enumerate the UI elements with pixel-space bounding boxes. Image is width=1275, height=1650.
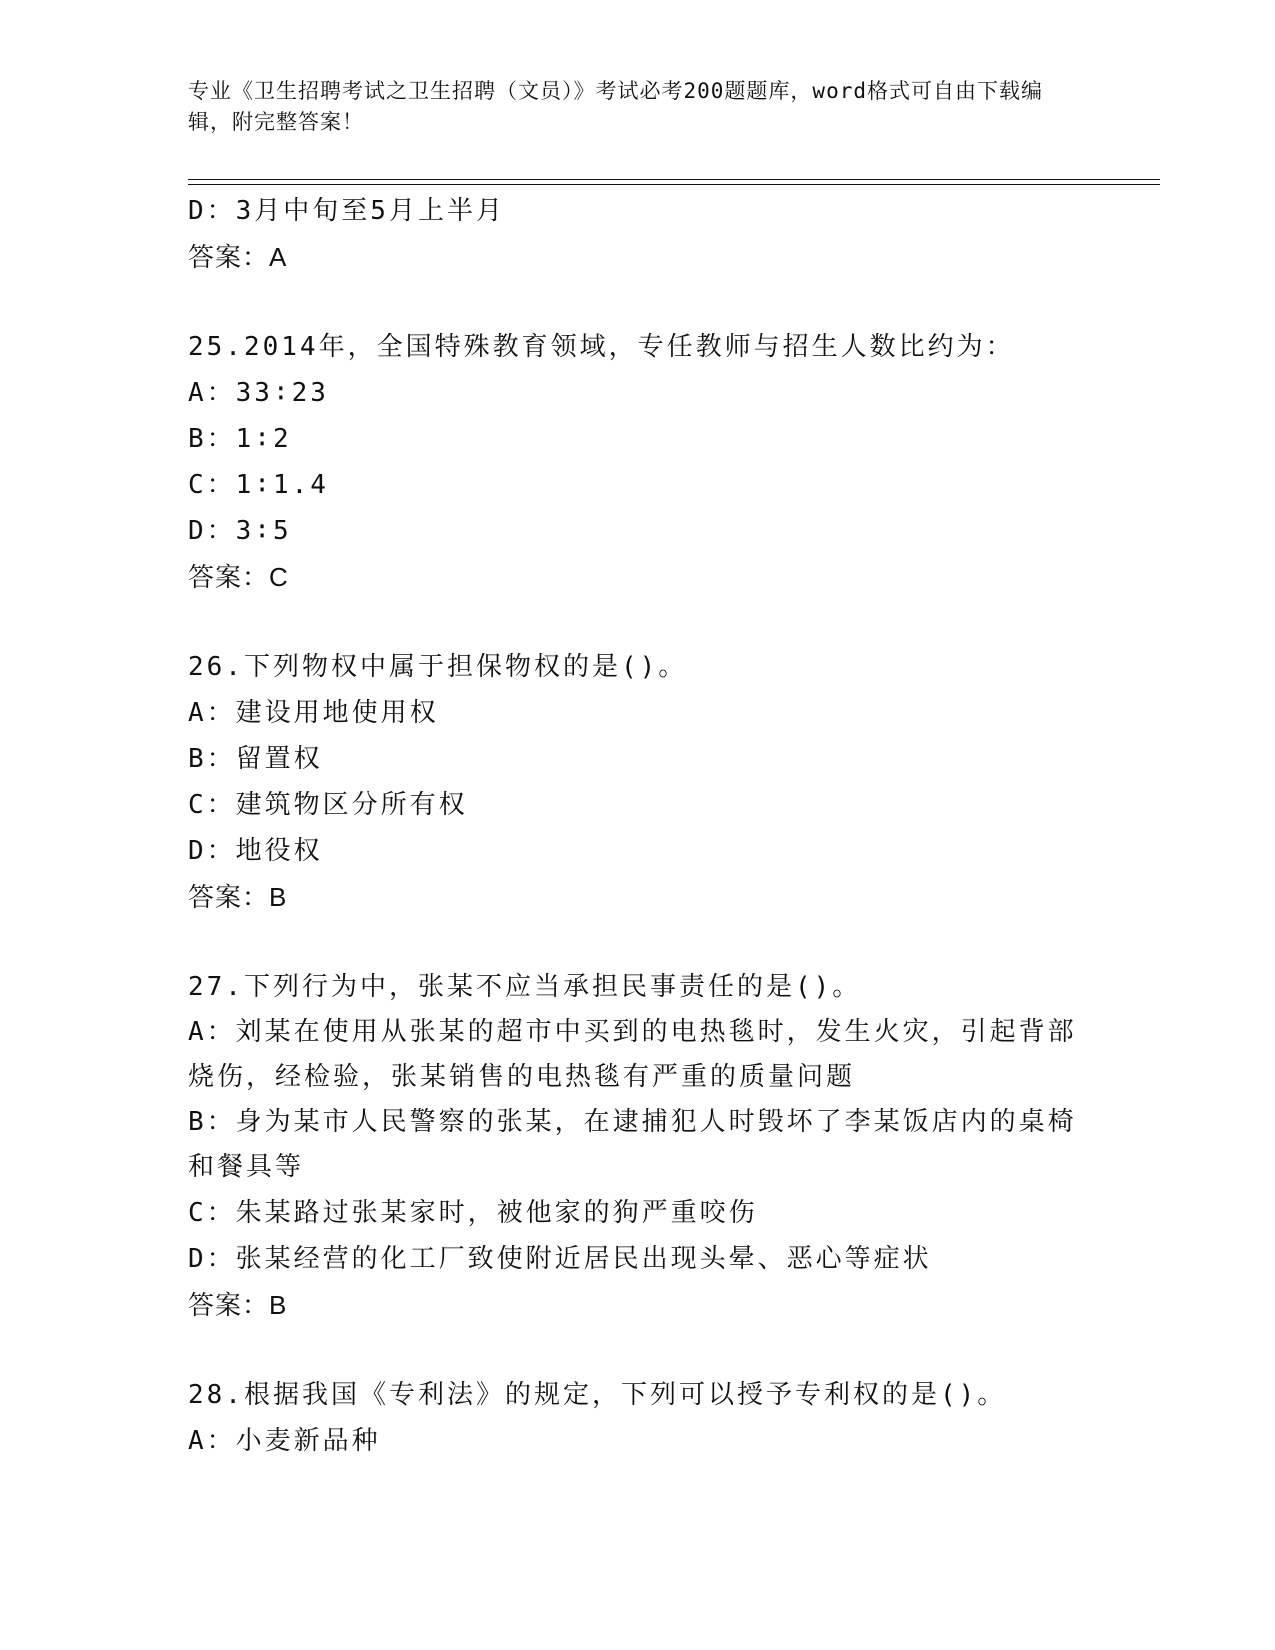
option-b: B：1∶2 xyxy=(188,424,292,454)
option-c: C：建筑物区分所有权 xyxy=(188,790,468,820)
option-b: B：身为某市人民警察的张某，在逮捕犯人时毁坏了李某饭店内的桌椅和餐具等 xyxy=(188,1107,1077,1182)
answer-line: 答案：C xyxy=(188,562,289,592)
option-c: C：朱某路过张某家时，被他家的狗严重咬伤 xyxy=(188,1198,758,1228)
header-divider-bottom xyxy=(188,184,1160,185)
option-d: D：3∶5 xyxy=(188,516,292,546)
option-d: D：地役权 xyxy=(188,836,323,866)
option-a: A：33∶23 xyxy=(188,378,329,408)
option-a: A：刘某在使用从张某的超市中买到的电热毯时，发生火灾，引起背部烧伤，经检验，张某销售的电热毯有严重的质量问题 xyxy=(188,1017,1077,1092)
option-d: D：3月中旬至5月上半月 xyxy=(188,196,505,226)
option-c: C：1∶1.4 xyxy=(188,470,329,500)
question-list xyxy=(188,188,1088,1464)
question-text: 25.2014年，全国特殊教育领域，专任教师与招生人数比约为： xyxy=(188,332,1015,362)
question-block-25 xyxy=(188,324,1088,600)
answer-line: 答案：A xyxy=(188,242,288,272)
question-text: 26.下列物权中属于担保物权的是()。 xyxy=(188,652,688,682)
option-a: A：建设用地使用权 xyxy=(188,698,439,728)
question-block-28 xyxy=(188,1372,1088,1464)
answer-line: 答案：B xyxy=(188,1290,288,1320)
document-header xyxy=(188,76,1068,138)
question-block-26 xyxy=(188,644,1088,920)
question-block-27 xyxy=(188,964,1088,1328)
option-d: D：张某经营的化工厂致使附近居民出现头晕、恶心等症状 xyxy=(188,1244,932,1274)
header-divider-top xyxy=(188,179,1160,180)
option-a: A：小麦新品种 xyxy=(188,1426,381,1456)
question-block-continued xyxy=(188,188,1088,280)
question-text: 28.根据我国《专利法》的规定，下列可以授予专利权的是()。 xyxy=(188,1380,1007,1410)
header-text: 专业《卫生招聘考试之卫生招聘（文员）》考试必考200题题库，word格式可自由下载编辑，附完整答案！ xyxy=(188,79,1043,134)
option-b: B：留置权 xyxy=(188,744,323,774)
answer-line: 答案：B xyxy=(188,882,288,912)
question-text: 27.下列行为中，张某不应当承担民事责任的是()。 xyxy=(188,972,862,1002)
